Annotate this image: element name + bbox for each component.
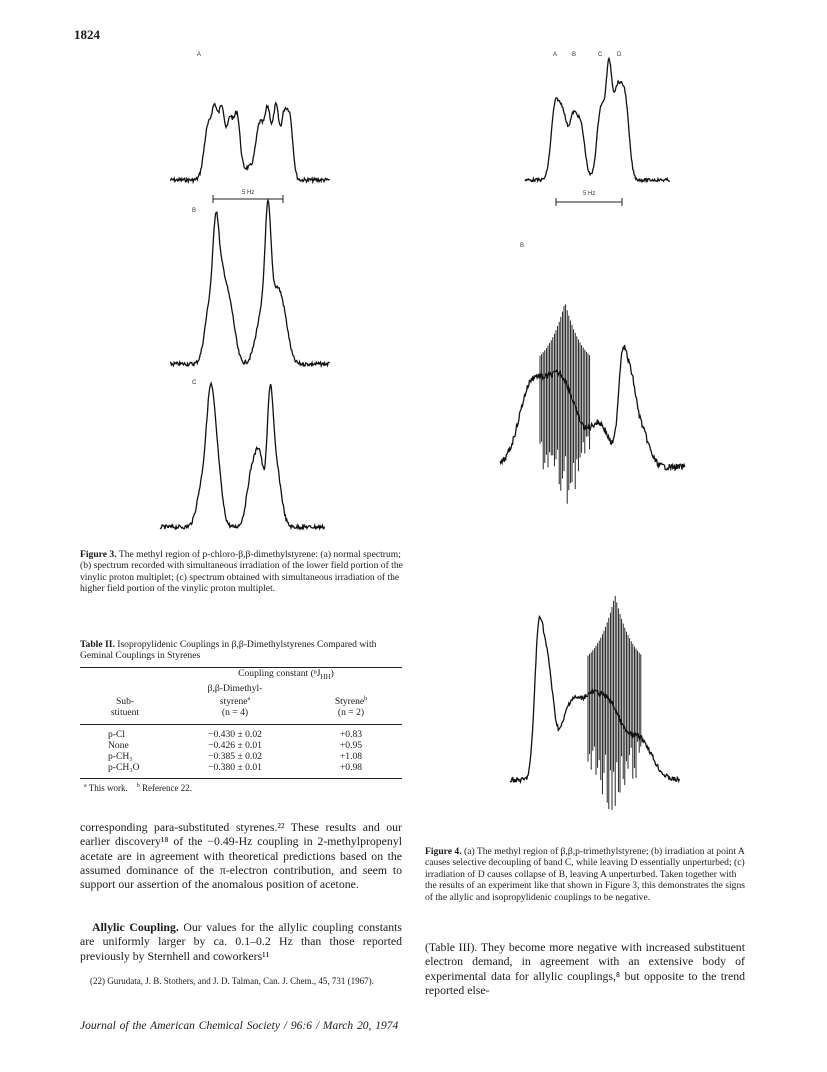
table2 — [80, 668, 402, 779]
table2-footnotes: $^a$ This work. $^b$ Reference 22. — [84, 783, 192, 793]
fig3-spectrum-b — [170, 214, 330, 374]
fig4-peak-label-b: B — [572, 52, 577, 58]
fig4-scale-bar — [553, 195, 625, 209]
table2-caption — [80, 639, 410, 662]
table2-spanner: Coupling constant (ⁿJ$_{HH}$) — [238, 668, 334, 681]
reference-22: (22) Gurudata, J. B. Stothers, and J. D. Talman, Can. J. Chem., 45, 731 (1967). — [90, 976, 374, 986]
table2-col-dimethylstyrene-header: β,β-Dimethyl- styrene$^a$ (n = 4) — [207, 682, 263, 719]
table2-caption-label: Table II. — [80, 639, 115, 650]
fig3-panel-label-c: C — [192, 380, 197, 386]
section-heading-allylic: Allylic Coupling. — [92, 920, 179, 934]
fig4-spectrum-b — [500, 212, 685, 532]
table2-col-substituent-header: Sub- stituent — [110, 696, 140, 719]
figure4-caption-label: Figure 4. — [425, 846, 462, 857]
journal-footer: Journal of the American Chemical Society / 96:6 / March 20, 1974 — [80, 1020, 399, 1032]
page-number: 1824 — [74, 27, 100, 42]
fig4-peak-label-d: D — [617, 52, 622, 58]
right-paragraph-1: (Table III). They become more negative with increased substituent electron demand, in agreement with an extensive body of experimental data for allylic couplings,⁸ but opposite to the trend reported else- — [425, 940, 745, 997]
figure3-caption — [80, 549, 405, 595]
fig4-peak-label-a: A — [553, 52, 558, 58]
fig4-scale-label: 5 Hz — [583, 191, 596, 197]
fig3-scale-label: 5 Hz — [242, 190, 255, 196]
table2-caption-text: Isopropylidenic Couplings in β,β-Dimethylstyrenes Compared with Geminal Couplings in Styrenes — [80, 639, 377, 662]
fig3-panel-label-b: B — [192, 208, 197, 214]
fig4-peak-label-c: C — [598, 52, 603, 58]
fig4-spectrum-c — [510, 540, 680, 840]
fig4-spectrum-a — [525, 60, 670, 190]
figure3-caption-text: The methyl region of p-chloro-β,β-dimethylstyrene: (a) normal spectrum; (b) spectrum recorded with simultaneous irradiation of the lower field portion of the vinylic proton multiplet; (c) spectrum obtained with simultaneous irradiation of the higher field portion of the vinylic proton multiplet. — [80, 549, 403, 595]
fig4-panel-label-b: B — [520, 243, 525, 249]
fig3-spectrum-c — [160, 385, 325, 535]
left-paragraph-2: Allylic Coupling. Our values for the allylic coupling constants are uniformly larger by ca. 0.1–0.2 Hz than those reported previously by Sternhell and coworkers¹¹ — [80, 920, 403, 963]
table-row: p-CH₃ −0.385 ± 0.02 +1.08 — [108, 751, 363, 763]
table2-col-styrene-header: Styrene$^b$ (n = 2) — [334, 695, 368, 719]
table-row: p-Cl −0.430 ± 0.02 +0.83 — [108, 729, 363, 741]
fig3-spectrum-a — [170, 60, 330, 190]
figure3-caption-label: Figure 3. — [80, 549, 117, 560]
fig3-panel-label-a: A — [197, 52, 202, 58]
figure4-caption-text: (a) The methyl region of β,β,p-trimethylstyrene; (b) irradiation at point A causes selective decoupling of band C, while leaving D essentially unperturbed; (c) irradiation of D causes collapse of B, leaving A unperturbed. Taken together with the results of an experiment like that shown in Figure 3, this demonstrates the signs of the allylic and isopropylidenic couplings to be negative. — [425, 846, 746, 903]
figure4-caption — [425, 846, 745, 903]
left-paragraph-1: corresponding para-substituted styrenes.²² These results and our earlier discovery¹⁸ of the −0.49-Hz coupling in 2-methylpropenyl acetate are in agreement with theoretical predictions based on the assumed dominance of the π-electron contribution, and seem to support our assertion of the anomalous position of acetone. — [80, 820, 402, 892]
table-row: None −0.426 ± 0.01 +0.95 — [108, 740, 363, 752]
table-row: p-CH₃O −0.380 ± 0.01 +0.98 — [108, 762, 363, 774]
